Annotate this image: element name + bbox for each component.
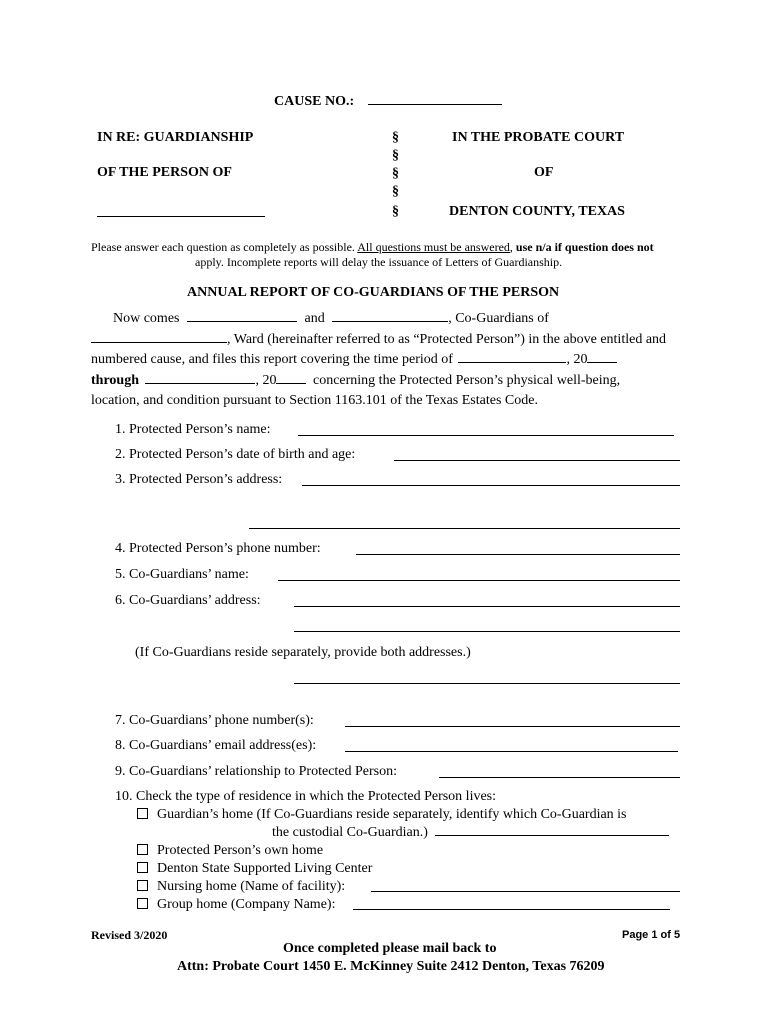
section-symbol: § — [392, 148, 399, 163]
protected-person-name-field[interactable] — [298, 435, 674, 436]
mail-instruction: Once completed please mail back to — [283, 941, 497, 956]
protected-person-phone-field[interactable] — [356, 554, 680, 555]
checkbox[interactable] — [137, 862, 148, 873]
instructions-text: , — [509, 240, 516, 254]
cause-number-row — [274, 94, 502, 110]
checkbox[interactable] — [137, 844, 148, 855]
option-label: the custodial Co-Guardian.) — [272, 825, 428, 840]
question-3: 3. Protected Person’s address: — [115, 472, 283, 487]
intro-text: numbered cause, and files this report covering the time period of — [91, 352, 453, 367]
ward-field[interactable] — [91, 342, 227, 343]
question-9: 9. Co-Guardians’ relationship to Protected Person: — [115, 764, 398, 779]
co-guardian-1-field[interactable] — [187, 321, 297, 322]
intro-text: , Ward (hereinafter referred to as “Protected Person”) in the above entitled and — [227, 332, 667, 347]
intro-line-2 — [91, 332, 666, 348]
intro-text: , 20 — [255, 373, 277, 388]
question-6: 6. Co-Guardians’ address: — [115, 593, 261, 608]
dob-age-field[interactable] — [394, 460, 680, 461]
revised-date: Revised 3/2020 — [91, 928, 168, 942]
intro-text: Now comes — [113, 311, 180, 326]
intro-line-3 — [91, 352, 617, 368]
page-number: Page 1 of 5 — [622, 929, 681, 941]
option-label: Denton State Supported Living Center — [157, 861, 373, 876]
intro-through: through — [91, 373, 139, 388]
intro-line-4 — [91, 373, 620, 389]
instructions-line-1 — [91, 240, 654, 255]
option-label: Group home (Company Name): — [157, 897, 336, 912]
section-symbol: § — [392, 204, 399, 219]
question-2: 2. Protected Person’s date of birth and age: — [115, 447, 356, 462]
intro-line-1 — [113, 311, 549, 327]
co-guardians-name-field[interactable] — [278, 580, 680, 581]
relationship-field[interactable] — [439, 777, 680, 778]
co-guardians-address-field-2[interactable] — [294, 631, 680, 632]
period-start-year-field[interactable] — [587, 362, 617, 363]
cause-number-label: CAUSE NO.: — [274, 94, 355, 109]
co-guardians-address-field[interactable] — [294, 606, 680, 607]
court-of: OF — [534, 165, 554, 180]
intro-line-5: location, and condition pursuant to Section 1163.101 of the Texas Estates Code. — [91, 393, 538, 408]
residence-option-denton-sslc[interactable] — [137, 861, 372, 877]
intro-text: concerning the Protected Person’s physical well-being, — [312, 373, 621, 388]
question-4: 4. Protected Person’s phone number: — [115, 541, 321, 556]
option-label: Guardian’s home (If Co-Guardians reside separately, identify which Co-Guardian is — [157, 807, 627, 822]
period-end-field[interactable] — [145, 383, 255, 384]
instructions-line-2: apply. Incomplete reports will delay the issuance of Letters of Guardianship. — [195, 255, 563, 269]
period-end-year-field[interactable] — [276, 383, 306, 384]
question-10: 10. Check the type of residence in which the Protected Person lives: — [115, 789, 497, 804]
instructions-bold: use n/a if question does not — [515, 240, 654, 254]
option-label: Protected Person’s own home — [157, 843, 324, 858]
section-symbol: § — [392, 130, 399, 145]
ward-name-field[interactable] — [97, 216, 265, 217]
residence-option-nursing-home[interactable] — [137, 879, 345, 895]
residence-option-group-home[interactable] — [137, 897, 335, 913]
period-start-field[interactable] — [458, 362, 566, 363]
report-title: ANNUAL REPORT OF CO-GUARDIANS OF THE PERSON — [187, 285, 560, 300]
custodial-co-guardian-row — [272, 825, 669, 841]
co-guardians-email-field[interactable] — [345, 751, 678, 752]
residence-option-guardian-home[interactable] — [137, 807, 627, 823]
co-guardians-second-address-field[interactable] — [294, 683, 680, 684]
custodial-co-guardian-field[interactable] — [435, 835, 669, 836]
protected-person-address-field-2[interactable] — [249, 528, 680, 529]
question-5: 5. Co-Guardians’ name: — [115, 567, 249, 582]
checkbox[interactable] — [137, 898, 148, 909]
co-guardian-2-field[interactable] — [332, 321, 448, 322]
mail-address: Attn: Probate Court 1450 E. McKinney Suite 2412 Denton, Texas 76209 — [177, 959, 605, 974]
instructions-underlined: All questions must be answered — [357, 240, 510, 254]
instructions-text: Please answer each question as completely as possible. — [91, 240, 358, 254]
residence-option-own-home[interactable] — [137, 843, 323, 859]
of-the-person-of: OF THE PERSON OF — [97, 165, 232, 180]
cause-number-field[interactable] — [368, 104, 502, 105]
intro-text: , 20 — [566, 352, 588, 367]
section-symbol: § — [392, 184, 399, 199]
in-re-guardianship: IN RE: GUARDIANSHIP — [97, 130, 254, 145]
section-symbol: § — [392, 166, 399, 181]
question-7: 7. Co-Guardians’ phone number(s): — [115, 713, 314, 728]
checkbox[interactable] — [137, 808, 148, 819]
question-1: 1. Protected Person’s name: — [115, 422, 271, 437]
protected-person-address-field[interactable] — [302, 485, 680, 486]
question-6-note: (If Co-Guardians reside separately, provide both addresses.) — [135, 645, 471, 660]
court-county: DENTON COUNTY, TEXAS — [449, 204, 625, 219]
checkbox[interactable] — [137, 880, 148, 891]
nursing-home-name-field[interactable] — [371, 891, 680, 892]
intro-text: , Co-Guardians of — [448, 311, 549, 326]
court-name: IN THE PROBATE COURT — [452, 130, 625, 145]
group-home-name-field[interactable] — [353, 909, 670, 910]
co-guardians-phone-field[interactable] — [345, 726, 680, 727]
option-label: Nursing home (Name of facility): — [157, 879, 346, 894]
question-8: 8. Co-Guardians’ email address(es): — [115, 738, 317, 753]
intro-text: and — [304, 311, 325, 326]
